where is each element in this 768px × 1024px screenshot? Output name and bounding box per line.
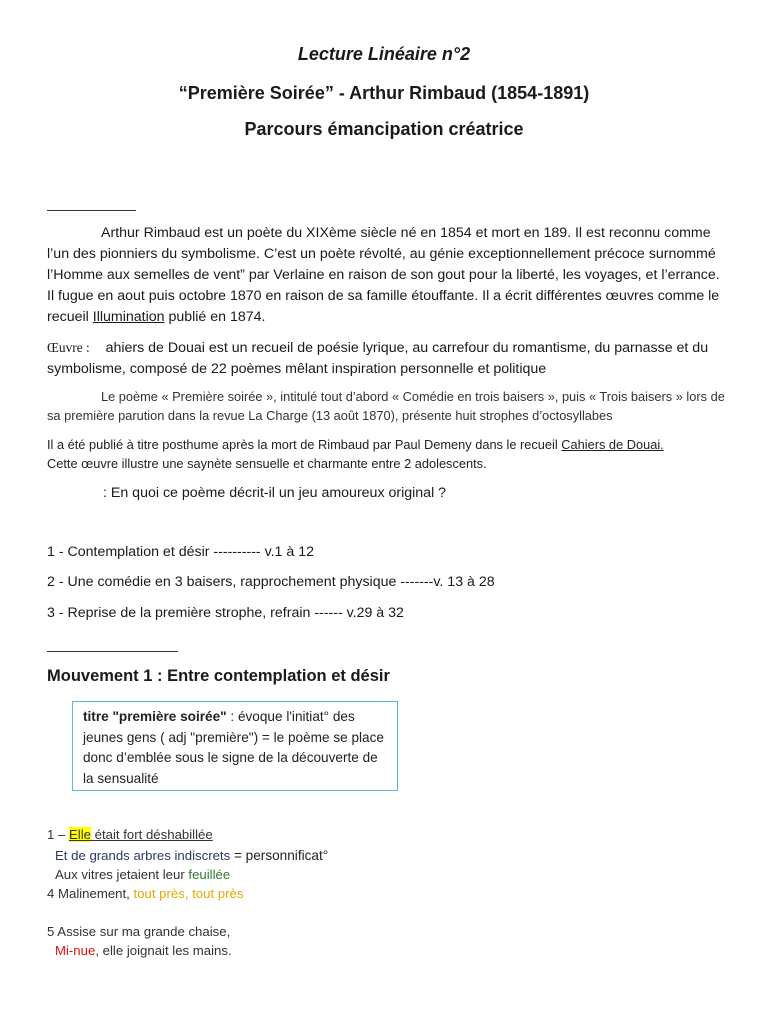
annotation: = personnificat° [230, 848, 329, 863]
poem-text: , elle joignait les mains. [95, 943, 232, 958]
poem-info-text: Le poème « Première soirée », intitulé tout d’abord « Comédie en trois baisers », puis « Trois baisers » lors de sa première parution dans la revue La Charge (13 août 1870), présente huit strophes d’octosyllabes [47, 389, 725, 423]
intro-end: publié en 1874. [164, 309, 266, 325]
poem-line-4 [47, 884, 243, 904]
poem-title: “Première Soirée” - Arthur Rimbaud (1854-1891) [178, 83, 590, 103]
poem-line-1 [47, 825, 213, 845]
colored-text: tout près, tout près [133, 886, 244, 901]
poem-line-6 [55, 941, 232, 961]
mouvement-heading: Mouvement 1 : Entre contemplation et désir [47, 667, 390, 685]
colored-text: Et de grands arbres indiscrets [55, 848, 231, 863]
colored-text: Mi-nue [55, 943, 96, 958]
section-rule [47, 210, 136, 211]
publication-text: Il a été publié à titre posthume après la mort de Rimbaud par Paul Demeny dans le recueil [47, 437, 562, 452]
plan-item: 2 - Une comédie en 3 baisers, rapprochement physique -------v. 13 à 28 [47, 574, 495, 590]
cahiers-link: Cahiers de Douai. [561, 437, 664, 452]
poem-text: était fort déshabillée [91, 827, 213, 842]
plan-item: 3 - Reprise de la première strophe, refrain ------ v.29 à 32 [47, 605, 404, 621]
box-title: titre "première soirée" [83, 709, 227, 724]
line-number: 1 – [47, 827, 69, 842]
publication-end: Cette œuvre illustre une saynète sensuelle et charmante entre 2 adolescents. [47, 456, 487, 471]
poem-info-paragraph [47, 387, 727, 425]
intro-text: Arthur Rimbaud est un poète du XIXème siècle né en 1854 et mort en 189. Il est reconnu comme l’un des pionniers du symbolisme. C’est un poète révolté, au génie exceptionnellement précoce surnommé l’Homme aux semelles de vent” par Verlaine en raison de son gout pour la liberté, les voyages, et l’errance. Il fugue en aout puis octobre 1870 en raison de sa famille étouffante. Il a écrit différentes œuvres comme le recueil [47, 225, 720, 325]
poem-line-3 [55, 865, 230, 885]
document-title: Lecture Linéaire n°2 [297, 44, 471, 64]
poem-line-5: 5 Assise sur ma grande chaise, [47, 924, 231, 939]
colored-text: feuillée [188, 867, 231, 882]
section-rule [47, 651, 178, 652]
oeuvre-text: ahiers de Douai est un recueil de poésie lyrique, au carrefour du romantisme, du parnasse et du symbolisme, composé de 22 poèmes mêlant inspiration personnelle et politique [47, 340, 709, 377]
poem-text: Aux vitres jetaient leur [55, 867, 189, 882]
highlighted-word: Elle [69, 827, 91, 842]
intro-paragraph [47, 223, 727, 328]
poem-line-2 [55, 846, 328, 866]
publication-paragraph [47, 435, 727, 473]
box-text: : évoque l'initiat° des jeunes gens ( adj "première") = le poème se place donc d’emblée sous le signe de la découverte de la sensualité [83, 709, 384, 786]
poem-text: 4 Malinement, [47, 886, 134, 901]
oeuvre-paragraph [47, 337, 727, 380]
problematique: : En quoi ce poème décrit-il un jeu amoureux original ? [103, 485, 447, 501]
plan-item: 1 - Contemplation et désir ---------- v.1 à 12 [47, 544, 315, 560]
title-note-box [72, 701, 398, 791]
oeuvre-label: Œuvre : [47, 340, 90, 355]
parcours-title: Parcours émancipation créatrice [244, 119, 524, 139]
illumination-link: Illumination [92, 309, 165, 325]
